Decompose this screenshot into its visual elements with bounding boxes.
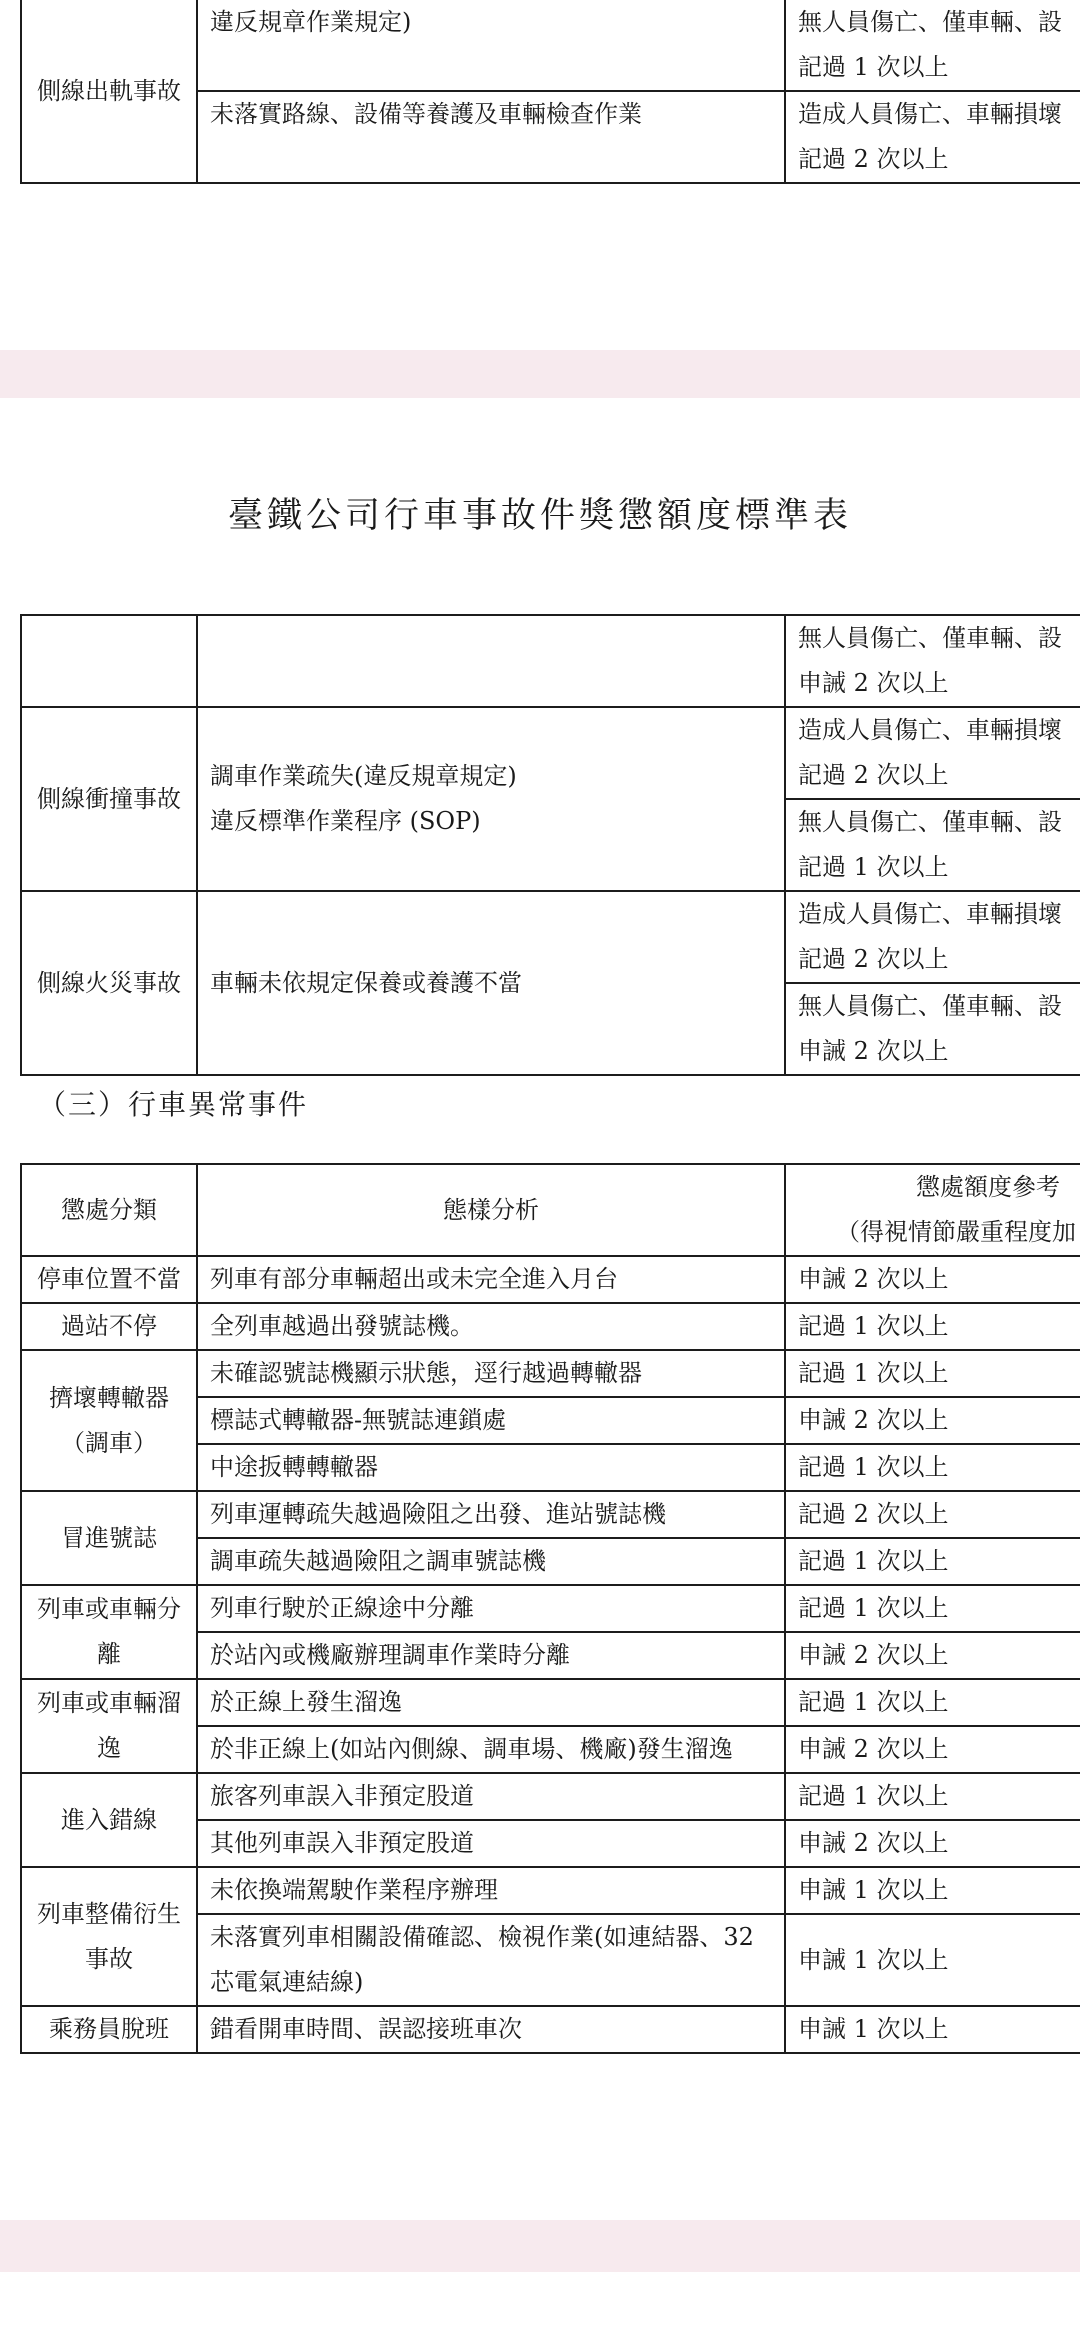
category-cell: 列車整備衍生事故 [21,1867,197,2006]
table-row [21,1350,1080,1397]
document-page-1 [0,0,1080,350]
table-row [21,1679,1080,1726]
document-page-2 [0,398,1080,2220]
section-heading: （三）行車異常事件 [38,1088,309,1121]
category-cell: 列車或車輛分離 [21,1585,197,1679]
category-cell: 側線出軌事故 [21,0,197,183]
description-cell: 列車有部分車輛超出或未完全進入月台 [197,1256,785,1303]
description-cell: 標誌式轉轍器-無號誌連鎖處 [197,1397,785,1444]
description-cell: 於正線上發生溜逸 [197,1679,785,1726]
penalty-cell: 記過 2 次以上 [785,1491,1080,1538]
page-gap [0,350,1080,398]
penalty-cell: 記過 1 次以上 [785,1538,1080,1585]
penalty-cell: 申誡 2 次以上 [785,1632,1080,1679]
penalty-cell: 無人員傷亡、僅車輛、設 記過 1 次以上 [785,0,1080,91]
penalty-cell: 記過 1 次以上 [785,1303,1080,1350]
penalty-cell: 無人員傷亡、僅車輛、設 記過 1 次以上 [785,799,1080,891]
penalty-cell: 申誡 1 次以上 [785,1867,1080,1914]
penalty-cell: 造成人員傷亡、車輛損壞 記過 2 次以上 [785,891,1080,983]
penalty-cell: 造成人員傷亡、車輛損壞 記過 2 次以上 [785,707,1080,799]
category-cell: 列車或車輛溜逸 [21,1679,197,1773]
penalty-cell: 申誡 2 次以上 [785,1726,1080,1773]
category-cell: 乘務員脫班 [21,2006,197,2053]
table-row [21,1303,1080,1350]
table-row [21,1867,1080,1914]
category-cell: 側線衝撞事故 [21,707,197,891]
table-row [21,1256,1080,1303]
description-cell: 全列車越過出發號誌機。 [197,1303,785,1350]
category-cell: 側線火災事故 [21,891,197,1075]
header-penalty: 懲處額度參考 （得視情節嚴重程度加 [785,1164,1080,1256]
table-row [21,2006,1080,2053]
penalty-cell: 申誡 1 次以上 [785,2006,1080,2053]
description-cell: 調車作業疏失(違反規章規定) 違反標準作業程序 (SOP) [197,707,785,891]
page-gap [0,2220,1080,2272]
category-cell: 過站不停 [21,1303,197,1350]
description-cell: 錯看開車時間、誤認接班車次 [197,2006,785,2053]
page-title: 臺鐵公司行車事故件獎懲額度標準表 [227,496,852,536]
category-cell: 停車位置不當 [21,1256,197,1303]
description-cell: 列車行駛於正線途中分離 [197,1585,785,1632]
description-cell: 中途扳轉轉轍器 [197,1444,785,1491]
table-row [21,1491,1080,1538]
penalty-cell: 造成人員傷亡、車輛損壞 記過 2 次以上 [785,91,1080,183]
table-row [21,1585,1080,1632]
document-page-3 [0,2272,1080,2340]
description-cell: 其他列車誤入非預定股道 [197,1820,785,1867]
description-cell: 車輛未依規定保養或養護不當 [197,891,785,1075]
header-category: 懲處分類 [21,1164,197,1256]
header-description: 態樣分析 [197,1164,785,1256]
description-cell: 於非正線上(如站內側線、調車場、機廠)發生溜逸 [197,1726,785,1773]
category-cell: 冒進號誌 [21,1491,197,1585]
penalty-cell: 記過 1 次以上 [785,1350,1080,1397]
description-cell: 違反規章作業規定) [197,0,785,91]
penalty-cell: 無人員傷亡、僅車輛、設 申誡 2 次以上 [785,615,1080,707]
description-cell: 旅客列車誤入非預定股道 [197,1773,785,1820]
description-cell: 未落實路線、設備等養護及車輛檢查作業 [197,91,785,183]
category-cell: 擠壞轉轍器 （調車） [21,1350,197,1491]
description-cell: 未確認號誌機顯示狀態，逕行越過轉轍器 [197,1350,785,1397]
penalty-cell: 無人員傷亡、僅車輛、設 申誡 2 次以上 [785,983,1080,1075]
penalty-cell: 記過 1 次以上 [785,1773,1080,1820]
collision-fire-table [20,614,1080,1076]
penalty-cell: 記過 1 次以上 [785,1444,1080,1491]
table-row [21,1773,1080,1820]
abnormal-events-table [20,1163,1080,2054]
description-cell: 未依換端駕駛作業程序辦理 [197,1867,785,1914]
penalty-cell: 記過 1 次以上 [785,1585,1080,1632]
description-cell: 於站內或機廠辦理調車作業時分離 [197,1632,785,1679]
empty-cell [21,615,197,707]
description-cell: 調車疏失越過險阻之調車號誌機 [197,1538,785,1585]
description-cell: 列車運轉疏失越過險阻之出發、進站號誌機 [197,1491,785,1538]
accident-table-continued [20,0,1080,184]
description-cell: 未落實列車相關設備確認、檢視作業(如連結器、32芯電氣連結線) [197,1914,785,2006]
penalty-cell: 申誡 2 次以上 [785,1256,1080,1303]
penalty-cell: 記過 1 次以上 [785,1679,1080,1726]
penalty-cell: 申誡 2 次以上 [785,1397,1080,1444]
category-cell: 進入錯線 [21,1773,197,1867]
penalty-cell: 申誡 2 次以上 [785,1820,1080,1867]
abnormal-events-body [21,1256,1080,2053]
penalty-cell: 申誡 1 次以上 [785,1914,1080,2006]
empty-cell [197,615,785,707]
